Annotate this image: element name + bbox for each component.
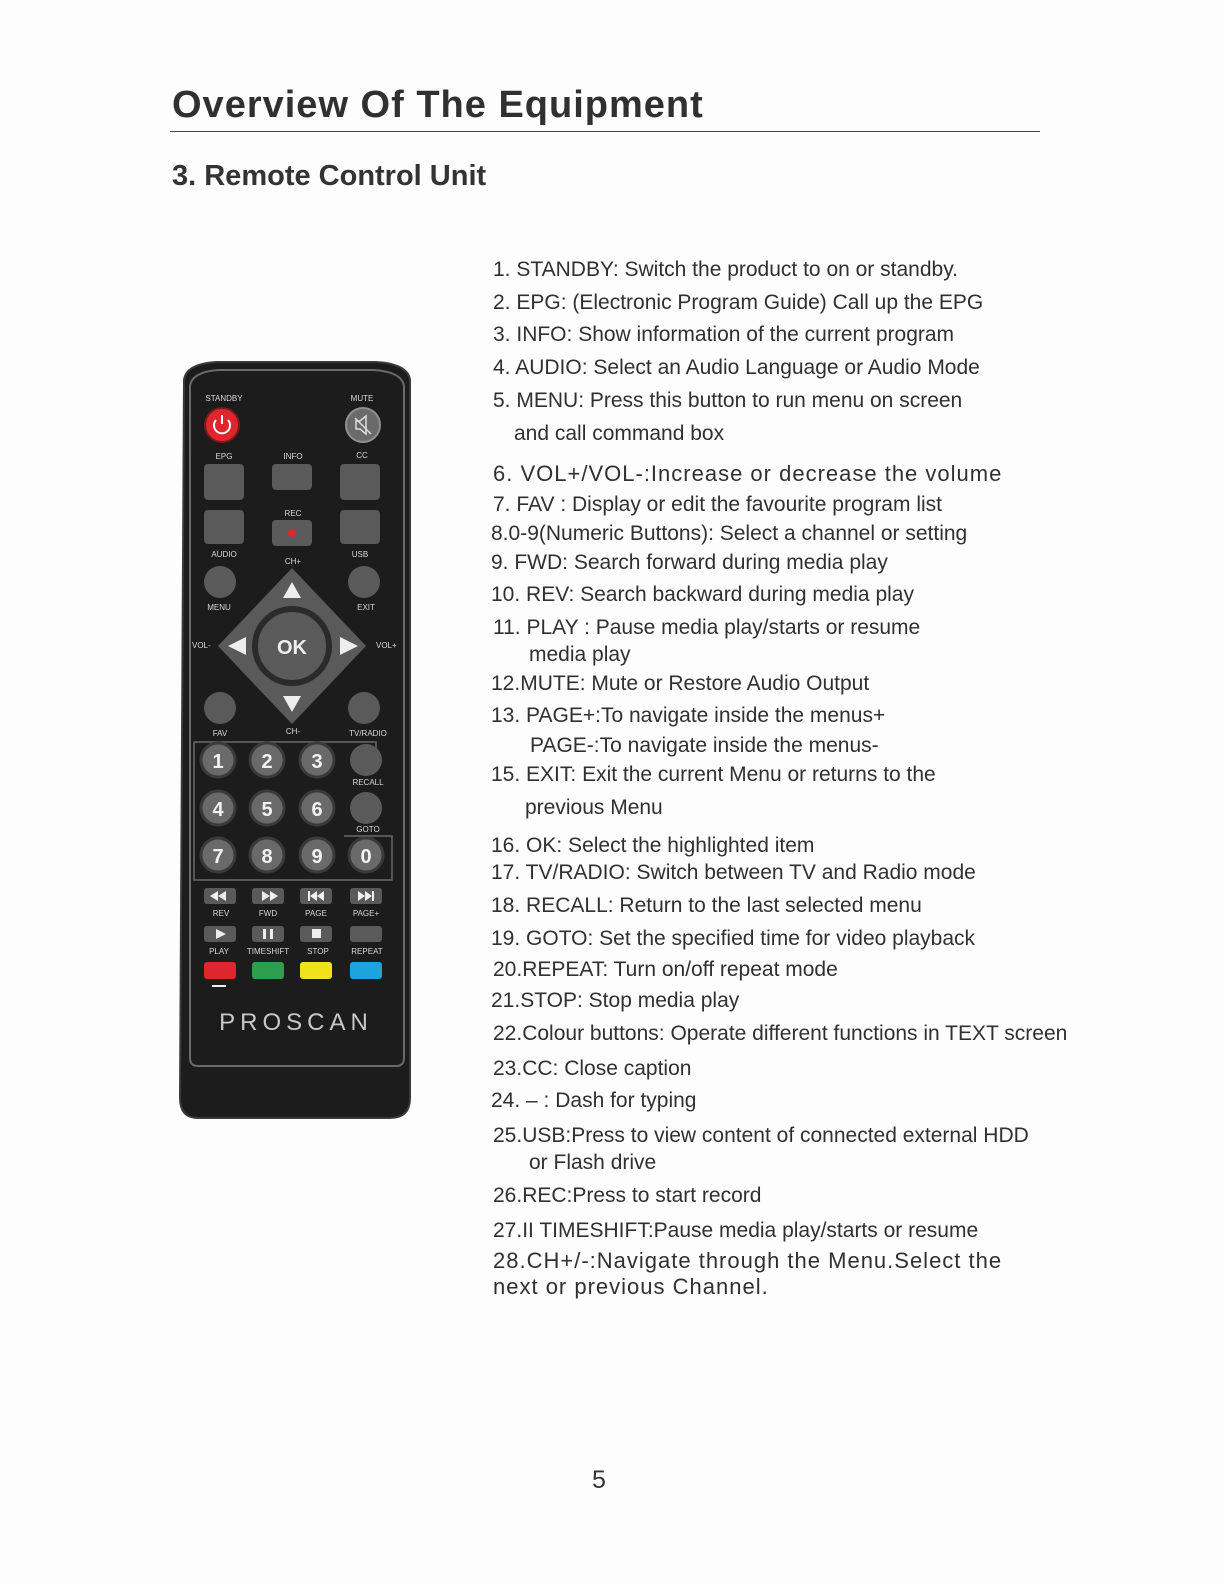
fav-label: FAV — [212, 729, 228, 738]
ch-plus-label: CH+ — [284, 557, 302, 566]
timeshift-label: TIMESHIFT — [246, 947, 290, 956]
svg-text:7: 7 — [212, 846, 224, 868]
rec-icon — [288, 529, 296, 537]
skip-back-icon — [308, 891, 310, 901]
list-item: 17. TV/RADIO: Switch between TV and Radio mode — [491, 861, 976, 884]
fwd-button[interactable] — [252, 888, 284, 904]
brand-logo: PROSCAN — [219, 1009, 373, 1036]
play-label: PLAY — [209, 947, 229, 956]
list-item-continuation: next or previous Channel. — [493, 1274, 769, 1299]
list-item: 25.USB:Press to view content of connected external HDD — [493, 1124, 1029, 1147]
list-item: 4. AUDIO: Select an Audio Language or Audio Mode — [493, 356, 980, 379]
recall-label: RECALL — [352, 778, 384, 787]
repeat-button[interactable] — [350, 926, 382, 942]
exit-label: EXIT — [357, 603, 375, 612]
list-item: 9. FWD: Search forward during media play — [491, 551, 888, 574]
svg-text:9: 9 — [311, 846, 323, 868]
svg-text:6: 6 — [311, 799, 323, 821]
cc-button[interactable] — [340, 464, 380, 500]
menu-label: MENU — [207, 603, 231, 612]
svg-text:1: 1 — [212, 751, 224, 773]
stop-label: STOP — [307, 947, 329, 956]
list-item: 11. PLAY : Pause media play/starts or resume — [493, 616, 921, 639]
svg-text:4: 4 — [212, 799, 224, 821]
mute-label: MUTE — [350, 394, 374, 403]
list-item-continuation: and call command box — [514, 422, 725, 445]
list-item: 20.REPEAT: Turn on/off repeat mode — [493, 958, 838, 981]
red-button[interactable] — [204, 962, 236, 979]
list-item-continuation: or Flash drive — [529, 1151, 657, 1174]
list-item: 5. MENU: Press this button to run menu on screen — [493, 389, 963, 412]
page-minus-label: PAGE — [305, 909, 327, 918]
stop-button[interactable] — [300, 926, 332, 942]
svg-text:0: 0 — [360, 846, 372, 868]
list-item: 13. PAGE+:To navigate inside the menus+ — [491, 704, 886, 727]
digit-button[interactable] — [300, 743, 334, 777]
digit-button[interactable] — [300, 838, 334, 872]
recall-button[interactable] — [350, 744, 382, 776]
blue-button[interactable] — [350, 962, 382, 979]
svg-text:2: 2 — [261, 751, 273, 773]
goto-label: GOTO — [356, 825, 380, 834]
ch-minus-label: CH- — [285, 727, 301, 736]
epg-button[interactable] — [204, 464, 244, 500]
digit-button[interactable] — [201, 838, 235, 872]
svg-text:5: 5 — [261, 799, 273, 821]
list-item: 18. RECALL: Return to the last selected menu — [491, 894, 922, 917]
usb-label: USB — [351, 550, 369, 559]
page-minus-button[interactable] — [300, 888, 332, 904]
digit-button[interactable] — [250, 743, 284, 777]
list-item: 7. FAV : Display or edit the favourite program list — [493, 493, 942, 516]
repeat-label: REPEAT — [351, 947, 383, 956]
standby-label: STANDBY — [205, 394, 243, 403]
green-button[interactable] — [252, 962, 284, 979]
page-plus-button[interactable] — [350, 888, 382, 904]
svg-text:8: 8 — [261, 846, 273, 868]
list-item-continuation: previous Menu — [525, 796, 663, 819]
digit-button[interactable] — [250, 791, 284, 825]
page-plus-label: PAGE+ — [352, 909, 380, 918]
list-item: 6. VOL+/VOL-:Increase or decrease the volume — [493, 461, 1003, 486]
vol-minus-label: VOL- — [192, 641, 211, 650]
list-item: 26.REC:Press to start record — [493, 1184, 762, 1207]
stop-icon — [312, 929, 321, 938]
list-item-continuation: media play — [529, 643, 631, 666]
mute-button[interactable] — [346, 408, 380, 442]
timeshift-button[interactable] — [252, 926, 284, 942]
page-title: Overview Of The Equipment — [172, 84, 704, 126]
exit-button[interactable] — [348, 566, 380, 598]
fav-button[interactable] — [204, 692, 236, 724]
cc-label: CC — [356, 451, 368, 460]
fwd-label: FWD — [258, 909, 278, 918]
audio-label: AUDIO — [211, 550, 237, 559]
list-item: 12.MUTE: Mute or Restore Audio Output — [491, 672, 870, 695]
vol-plus-label: VOL+ — [376, 641, 397, 650]
remote-control-illustration — [176, 358, 416, 1122]
list-item: 15. EXIT: Exit the current Menu or returns to the — [491, 763, 936, 786]
info-button[interactable] — [272, 464, 312, 490]
digit-button[interactable] — [201, 743, 235, 777]
list-item: 27.II TIMESHIFT:Pause media play/starts or resume — [493, 1219, 979, 1242]
digit-button[interactable] — [250, 838, 284, 872]
title-rule — [170, 131, 1040, 132]
pause-icon — [263, 929, 266, 939]
digit-button[interactable] — [300, 791, 334, 825]
list-item-continuation: PAGE-:To navigate inside the menus- — [530, 734, 879, 757]
list-item: 19. GOTO: Set the specified time for video playback — [491, 927, 976, 950]
svg-text:3: 3 — [311, 751, 323, 773]
standby-button[interactable] — [205, 408, 239, 442]
menu-button[interactable] — [204, 566, 236, 598]
rev-label: REV — [212, 909, 230, 918]
page-number: 5 — [592, 1466, 606, 1494]
tv-radio-label: TV/RADIO — [349, 729, 387, 738]
list-item: 23.CC: Close caption — [493, 1057, 692, 1080]
list-item: 8.0-9(Numeric Buttons): Select a channel or setting — [491, 522, 968, 545]
dash-button[interactable] — [212, 985, 226, 987]
digit-button[interactable] — [201, 791, 235, 825]
usb-button[interactable] — [340, 510, 380, 544]
list-item: 28.CH+/-:Navigate through the Menu.Select the — [493, 1248, 1003, 1273]
play-button[interactable] — [204, 926, 236, 942]
list-item: 21.STOP: Stop media play — [491, 989, 740, 1012]
list-item: 3. INFO: Show information of the current program — [493, 323, 955, 346]
list-item: 1. STANDBY: Switch the product to on or standby. — [493, 258, 958, 281]
list-item: 10. REV: Search backward during media play — [491, 583, 914, 606]
digit-button[interactable] — [349, 838, 383, 872]
list-item: 16. OK: Select the highlighted item — [491, 834, 815, 857]
list-item: 2. EPG: (Electronic Program Guide) Call up the EPG — [493, 291, 984, 314]
epg-label: EPG — [215, 452, 233, 461]
yellow-button[interactable] — [300, 962, 332, 979]
list-item: 22.Colour buttons: Operate different functions in TEXT screen — [493, 1022, 1068, 1045]
rec-label: REC — [284, 509, 302, 518]
goto-button[interactable] — [350, 792, 382, 824]
info-label: INFO — [283, 452, 303, 461]
rev-button[interactable] — [204, 888, 236, 904]
list-item: 24. – : Dash for typing — [491, 1089, 697, 1112]
tv-radio-button[interactable] — [348, 692, 380, 724]
audio-button[interactable] — [204, 510, 244, 544]
section-title: 3. Remote Control Unit — [172, 160, 487, 192]
ok-label: OK — [277, 637, 307, 659]
